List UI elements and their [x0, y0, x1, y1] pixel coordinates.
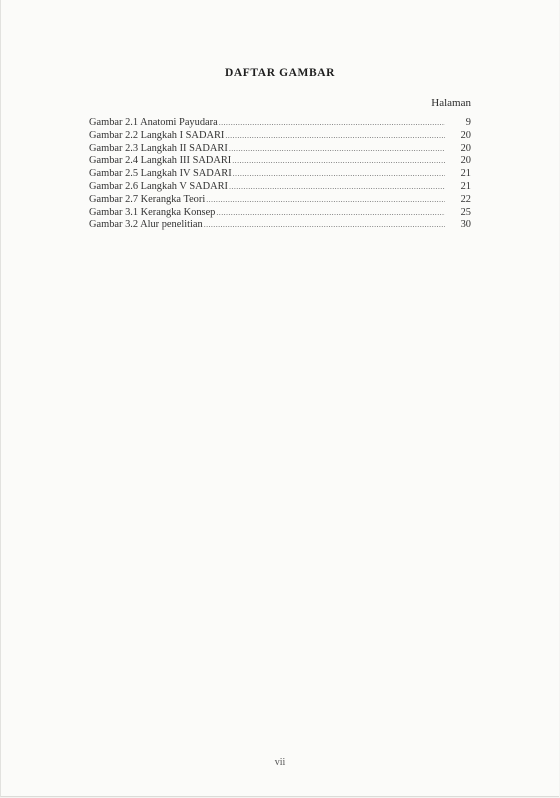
entry-page: 21 — [460, 168, 471, 180]
dot-leader — [225, 130, 445, 143]
entry-page: 30 — [460, 219, 471, 231]
list-item — [89, 181, 473, 194]
dot-leader — [219, 117, 445, 130]
dot-leader — [216, 207, 445, 220]
list-item — [89, 117, 473, 130]
entry-label: Gambar 2.3 Langkah II SADARI — [89, 142, 228, 154]
list-item — [89, 168, 473, 181]
entry-label: Gambar 2.2 Langkah I SADARI — [89, 129, 225, 141]
page-column-header: Halaman — [431, 97, 471, 109]
entry-label: Gambar 2.6 Langkah V SADARI — [89, 180, 229, 192]
entry-label: Gambar 2.7 Kerangka Teori — [89, 193, 206, 205]
figure-list — [89, 117, 473, 232]
entry-label: Gambar 3.1 Kerangka Konsep — [89, 206, 216, 218]
entry-label: Gambar 2.5 Langkah IV SADARI — [89, 168, 232, 180]
page-number: vii — [274, 757, 286, 768]
entry-page: 22 — [460, 193, 471, 205]
entry-page: 9 — [465, 117, 471, 128]
list-item — [89, 143, 473, 156]
entry-page: 20 — [460, 129, 471, 141]
dot-leader — [204, 219, 445, 232]
entry-page: 21 — [460, 180, 471, 192]
dot-leader — [232, 155, 445, 168]
list-item — [89, 194, 473, 207]
page-title: DAFTAR GAMBAR — [224, 67, 336, 79]
entry-label: Gambar 2.1 Anatomi Payudara — [89, 117, 218, 128]
list-item — [89, 130, 473, 143]
dot-leader — [229, 143, 445, 156]
entry-page: 20 — [460, 142, 471, 154]
entry-label: Gambar 3.2 Alur penelitian — [89, 219, 203, 231]
entry-page: 20 — [460, 155, 471, 167]
dot-leader — [229, 181, 445, 194]
entry-page: 25 — [460, 206, 471, 218]
entry-label: Gambar 2.4 Langkah III SADARI — [89, 155, 232, 167]
list-item — [89, 219, 473, 232]
list-item — [89, 207, 473, 220]
dot-leader — [206, 194, 445, 207]
list-item — [89, 155, 473, 168]
dot-leader — [233, 168, 445, 181]
